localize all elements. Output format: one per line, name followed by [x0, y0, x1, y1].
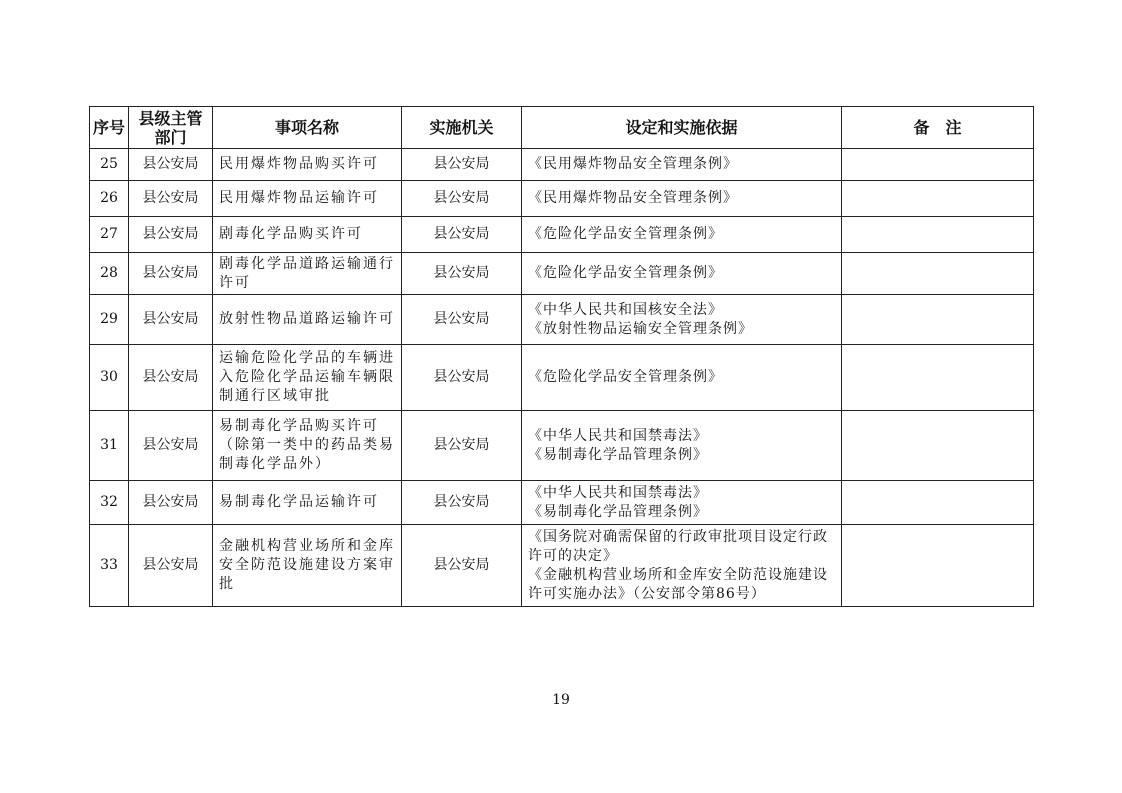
- legal-basis-line: 《放射性物品运输安全管理条例》: [528, 320, 753, 337]
- cell-serial-number: 32: [90, 481, 129, 525]
- cell-serial-number: 30: [90, 345, 129, 411]
- cell-legal-basis: [522, 181, 842, 217]
- header-implementing-agency: 实施机关: [402, 107, 522, 149]
- table-row: [90, 217, 1034, 253]
- table-row: [90, 481, 1034, 525]
- header-county-department: 县级主管部门: [129, 107, 213, 149]
- cell-serial-number: 33: [90, 525, 129, 607]
- cell-item-name: 易制毒化学品运输许可: [213, 481, 402, 525]
- legal-basis-line: 《易制毒化学品管理条例》: [528, 446, 708, 463]
- cell-item-name: 放射性物品道路运输许可: [213, 295, 402, 345]
- header-legal-basis: 设定和实施依据: [522, 107, 842, 149]
- cell-legal-basis: [522, 411, 842, 481]
- cell-serial-number: 27: [90, 217, 129, 253]
- table-row: [90, 149, 1034, 181]
- cell-item-name: 易制毒化学品购买许可（除第一类中的药品类易制毒化学品外）: [213, 411, 402, 481]
- legal-basis-line: 《危险化学品安全管理条例》: [528, 369, 723, 385]
- cell-implementing-agency: 县公安局: [402, 295, 522, 345]
- cell-item-name: 金融机构营业场所和金库安全防范设施建设方案审批: [213, 525, 402, 607]
- cell-implementing-agency: 县公安局: [402, 253, 522, 295]
- legal-basis-line: 《中华人民共和国禁毒法》: [528, 484, 708, 501]
- cell-remarks: [842, 149, 1034, 181]
- cell-county-department: 县公安局: [129, 295, 213, 345]
- cell-legal-basis: [522, 525, 842, 607]
- cell-legal-basis: [522, 481, 842, 525]
- table-row: [90, 181, 1034, 217]
- cell-serial-number: 26: [90, 181, 129, 217]
- cell-county-department: 县公安局: [129, 253, 213, 295]
- legal-basis-line: 《危险化学品安全管理条例》: [528, 265, 723, 281]
- cell-county-department: 县公安局: [129, 217, 213, 253]
- cell-implementing-agency: 县公安局: [402, 525, 522, 607]
- table-row: [90, 295, 1034, 345]
- cell-county-department: 县公安局: [129, 345, 213, 411]
- cell-legal-basis: [522, 295, 842, 345]
- cell-item-name: 运输危险化学品的车辆进入危险化学品运输车辆限制通行区域审批: [213, 345, 402, 411]
- cell-implementing-agency: 县公安局: [402, 217, 522, 253]
- legal-basis-line: 《金融机构营业场所和金库安全防范设施建设许可实施办法》（公安部令第86号）: [528, 566, 828, 602]
- legal-basis-line: 《危险化学品安全管理条例》: [528, 226, 723, 242]
- table-row: [90, 253, 1034, 295]
- table-header-row: [90, 107, 1034, 149]
- cell-item-name: 剧毒化学品购买许可: [213, 217, 402, 253]
- header-serial-number: 序号: [90, 107, 129, 149]
- cell-remarks: [842, 481, 1034, 525]
- cell-county-department: 县公安局: [129, 525, 213, 607]
- cell-implementing-agency: 县公安局: [402, 345, 522, 411]
- cell-remarks: [842, 345, 1034, 411]
- legal-basis-line: 《国务院对确需保留的行政审批项目设定行政许可的决定》: [528, 528, 828, 564]
- legal-basis-line: 《易制毒化学品管理条例》: [528, 503, 708, 520]
- page-number: 19: [552, 692, 570, 708]
- cell-remarks: [842, 295, 1034, 345]
- cell-remarks: [842, 217, 1034, 253]
- cell-legal-basis: [522, 217, 842, 253]
- header-remarks: 备 注: [842, 107, 1034, 149]
- legal-basis-line: 《民用爆炸物品安全管理条例》: [528, 190, 738, 206]
- cell-county-department: 县公安局: [129, 181, 213, 217]
- cell-implementing-agency: 县公安局: [402, 149, 522, 181]
- cell-remarks: [842, 525, 1034, 607]
- cell-item-name: 民用爆炸物品购买许可: [213, 149, 402, 181]
- cell-serial-number: 29: [90, 295, 129, 345]
- cell-item-name: 剧毒化学品道路运输通行许可: [213, 253, 402, 295]
- cell-serial-number: 28: [90, 253, 129, 295]
- cell-county-department: 县公安局: [129, 481, 213, 525]
- table-row: [90, 345, 1034, 411]
- cell-remarks: [842, 411, 1034, 481]
- table-row: [90, 411, 1034, 481]
- cell-implementing-agency: 县公安局: [402, 481, 522, 525]
- cell-item-name: 民用爆炸物品运输许可: [213, 181, 402, 217]
- cell-implementing-agency: 县公安局: [402, 181, 522, 217]
- cell-county-department: 县公安局: [129, 149, 213, 181]
- legal-basis-line: 《中华人民共和国禁毒法》: [528, 427, 708, 444]
- cell-serial-number: 31: [90, 411, 129, 481]
- legal-basis-line: 《民用爆炸物品安全管理条例》: [528, 156, 738, 172]
- cell-legal-basis: [522, 149, 842, 181]
- cell-serial-number: 25: [90, 149, 129, 181]
- approval-items-table: [89, 106, 1034, 607]
- cell-legal-basis: [522, 253, 842, 295]
- legal-basis-line: 《中华人民共和国核安全法》: [528, 301, 723, 318]
- cell-remarks: [842, 253, 1034, 295]
- cell-remarks: [842, 181, 1034, 217]
- cell-legal-basis: [522, 345, 842, 411]
- header-item-name: 事项名称: [213, 107, 402, 149]
- table-row: [90, 525, 1034, 607]
- cell-county-department: 县公安局: [129, 411, 213, 481]
- cell-implementing-agency: 县公安局: [402, 411, 522, 481]
